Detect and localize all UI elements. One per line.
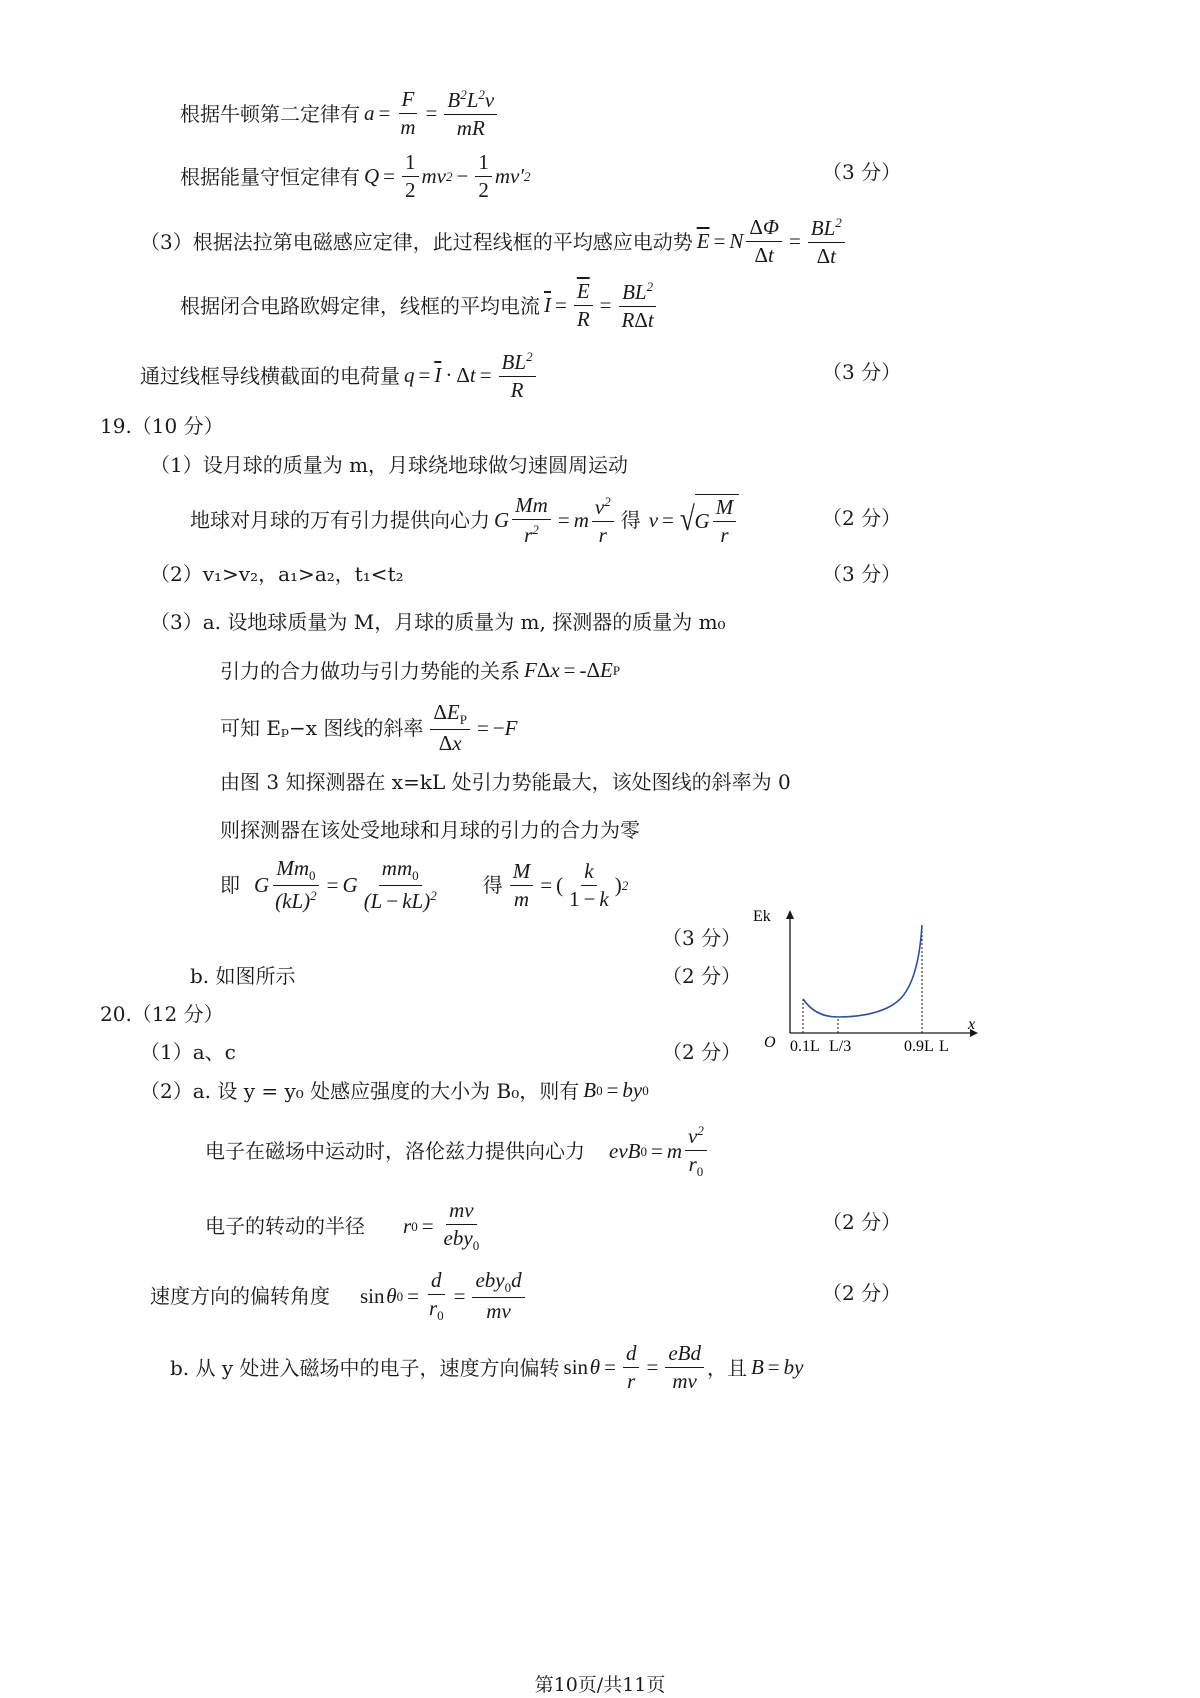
q19-mass-ratio-formula: $\frac{M}{m}$ = ( $\frac{k}{1 - k}$ ) 2 [507,861,629,910]
score-q20-deflection: （2 分） [822,1281,902,1305]
q19-slope-formula: $\frac{\Delta E_P}{\Delta x}$ = − F [427,702,517,754]
q20-deflection-line [150,1270,528,1322]
q19-ji-text: 即 [220,873,240,897]
q20-deflection-formula: sin θ 0 = $\frac{d}{r_0}$ = $\frac{eby_0d}{mv}$ [360,1270,528,1322]
q19-part1: （1）设月球的质量为 m，月球绕地球做匀速圆周运动 [150,453,629,477]
q19-gravity-text: 地球对月球的万有引力提供向心力 [190,508,490,532]
score-q20-1: （2 分） [662,1040,742,1064]
q19-gravity-formula: G $\frac{Mm}{r^2}$ = m $\frac{v^2}{r}$ [494,495,617,546]
q19-de-text: 得 [620,508,641,532]
faraday-line [140,216,848,267]
y-arrow-icon [786,910,794,919]
faraday-formula: $\overline{E}$ = N $\frac{\Delta\Phi}{\Delta t}$ = $\frac{BL^2}{\Delta t}$ [697,216,848,267]
q19-part3b: b. 如图所示 [190,964,296,988]
score-q19-1: （2 分） [822,506,902,530]
q19-balance-formula: G $\frac{Mm_0}{(kL)^2}$ = G $\frac{mm_0}{(L - kL)^2}$ [254,856,437,913]
q19-work-formula: F Δ x = -Δ E P [524,658,621,682]
q20-radius-formula: r 0 = $\frac{mv}{eby_0}$ [403,1198,480,1253]
score-q19-3b: （2 分） [662,964,742,988]
q19-part2: （2）v₁>v₂，a₁>a₂，t₁<t₂ [150,562,404,586]
q20-lorentz-line [205,1124,710,1178]
score-l5: （3 分） [822,360,902,384]
q20-part2b-formula: sin θ = $\frac{d}{r}$ = $\frac{\text{eBd}}{mv}$ [564,1343,707,1392]
q19-gravity-line [190,494,739,546]
q20-part2b-tail: ，且 [706,1355,747,1380]
origin-label: O [764,1034,776,1051]
newton-law-line [180,88,500,139]
charge-line [140,350,539,401]
charge-text: 通过线框导线横截面的电荷量 [140,363,400,388]
q19-slope-text: 可知 Eₚ−x 图线的斜率 [220,716,424,740]
tick-L3: L/3 [829,1038,852,1055]
q20-b-formula: B = by [750,1355,804,1379]
q20-part2b-text: b. 从 y 处进入磁场中的电子，速度方向偏转 [170,1355,560,1380]
ek-graph-body [750,905,990,1065]
ohm-formula: $\overline{I}$ = $\frac{\overline{E}}{R}$ = $\frac{BL^2}{\text{RΔt}}$ [544,280,660,331]
ohm-text: 根据闭合电路欧姆定律，线框的平均电流 [180,293,540,318]
ek-curve [803,925,922,1017]
score-q19-2: （3 分） [822,562,902,586]
q19-net-force-line: 则探测器在该处受地球和月球的引力的合力为零 [220,818,640,842]
energy-conservation-line [180,152,530,201]
q19-work-text: 引力的合力做功与引力势能的关系 [220,658,520,683]
q20-b0-formula: B 0 = by 0 [583,1078,649,1102]
x-axis-label: x [968,1016,976,1033]
q20-part2a-text: （2）a. 设 y = y₀ 处感应强度的大小为 B₀，则有 [140,1078,580,1103]
q19-slope-line [220,702,517,754]
tick-0.9L: 0.9L [904,1038,934,1055]
q20-deflection-text: 速度方向的偏转角度 [150,1284,330,1308]
tick-L: L [939,1038,949,1055]
q20-title: 20.（12 分） [100,1002,224,1026]
q20-radius-text: 电子的转动的半径 [205,1214,365,1238]
charge-formula: q = $\overline{I}$ · Δ t = $\frac{BL^2}{R}$ [404,350,539,401]
q20-lorentz-formula: evB 0 = m $\frac{v^2}{r_0}$ [609,1124,710,1178]
q20-lorentz-text: 电子在磁场中运动时，洛伦兹力提供向心力 [205,1139,585,1163]
tick-0.1L: 0.1L [790,1038,820,1055]
ohm-line [180,280,660,331]
energy-conservation-formula: Q = $\frac{1}{2}$ mv 2 − $\frac{1}{2}$ mv′ 2 [364,150,531,202]
q19-part3a: （3）a. 设地球质量为 M，月球的质量为 m, 探测器的质量为 m₀ [150,610,726,634]
newton-law-formula: a = $\frac{F}{m}$ = $\frac{B^2L^2v}{mR}$ [364,88,500,139]
q19-ratio-line [220,858,628,912]
y-axis-label: Ek [753,908,771,925]
q20-part1: （1）a、c [140,1040,236,1064]
q20-radius-line [205,1200,485,1252]
energy-conservation-text: 根据能量守恒定律有 [180,164,360,189]
q19-velocity-formula: v = √ G $\frac{M}{r}$ [649,494,740,546]
q19-work-line [220,660,620,681]
q20-part2a-line [140,1080,649,1101]
q19-max-energy-line: 由图 3 知探测器在 x=kL 处引力势能最大，该处图线的斜率为 0 [220,770,791,794]
score-q19-3a: （3 分） [662,926,742,950]
q19-de2-text: 得 [482,873,503,897]
q20-part2b-line [170,1343,803,1392]
score-q20-radius: （2 分） [822,1210,902,1234]
faraday-text: （3）根据法拉第电磁感应定律，此过程线框的平均感应电动势 [140,229,693,254]
page-footer: 第10页/共11页 [534,1674,666,1696]
q19-title: 19.（10 分） [100,414,224,438]
newton-law-text: 根据牛顿第二定律有 [180,101,360,126]
score-l2: （3 分） [822,160,902,184]
